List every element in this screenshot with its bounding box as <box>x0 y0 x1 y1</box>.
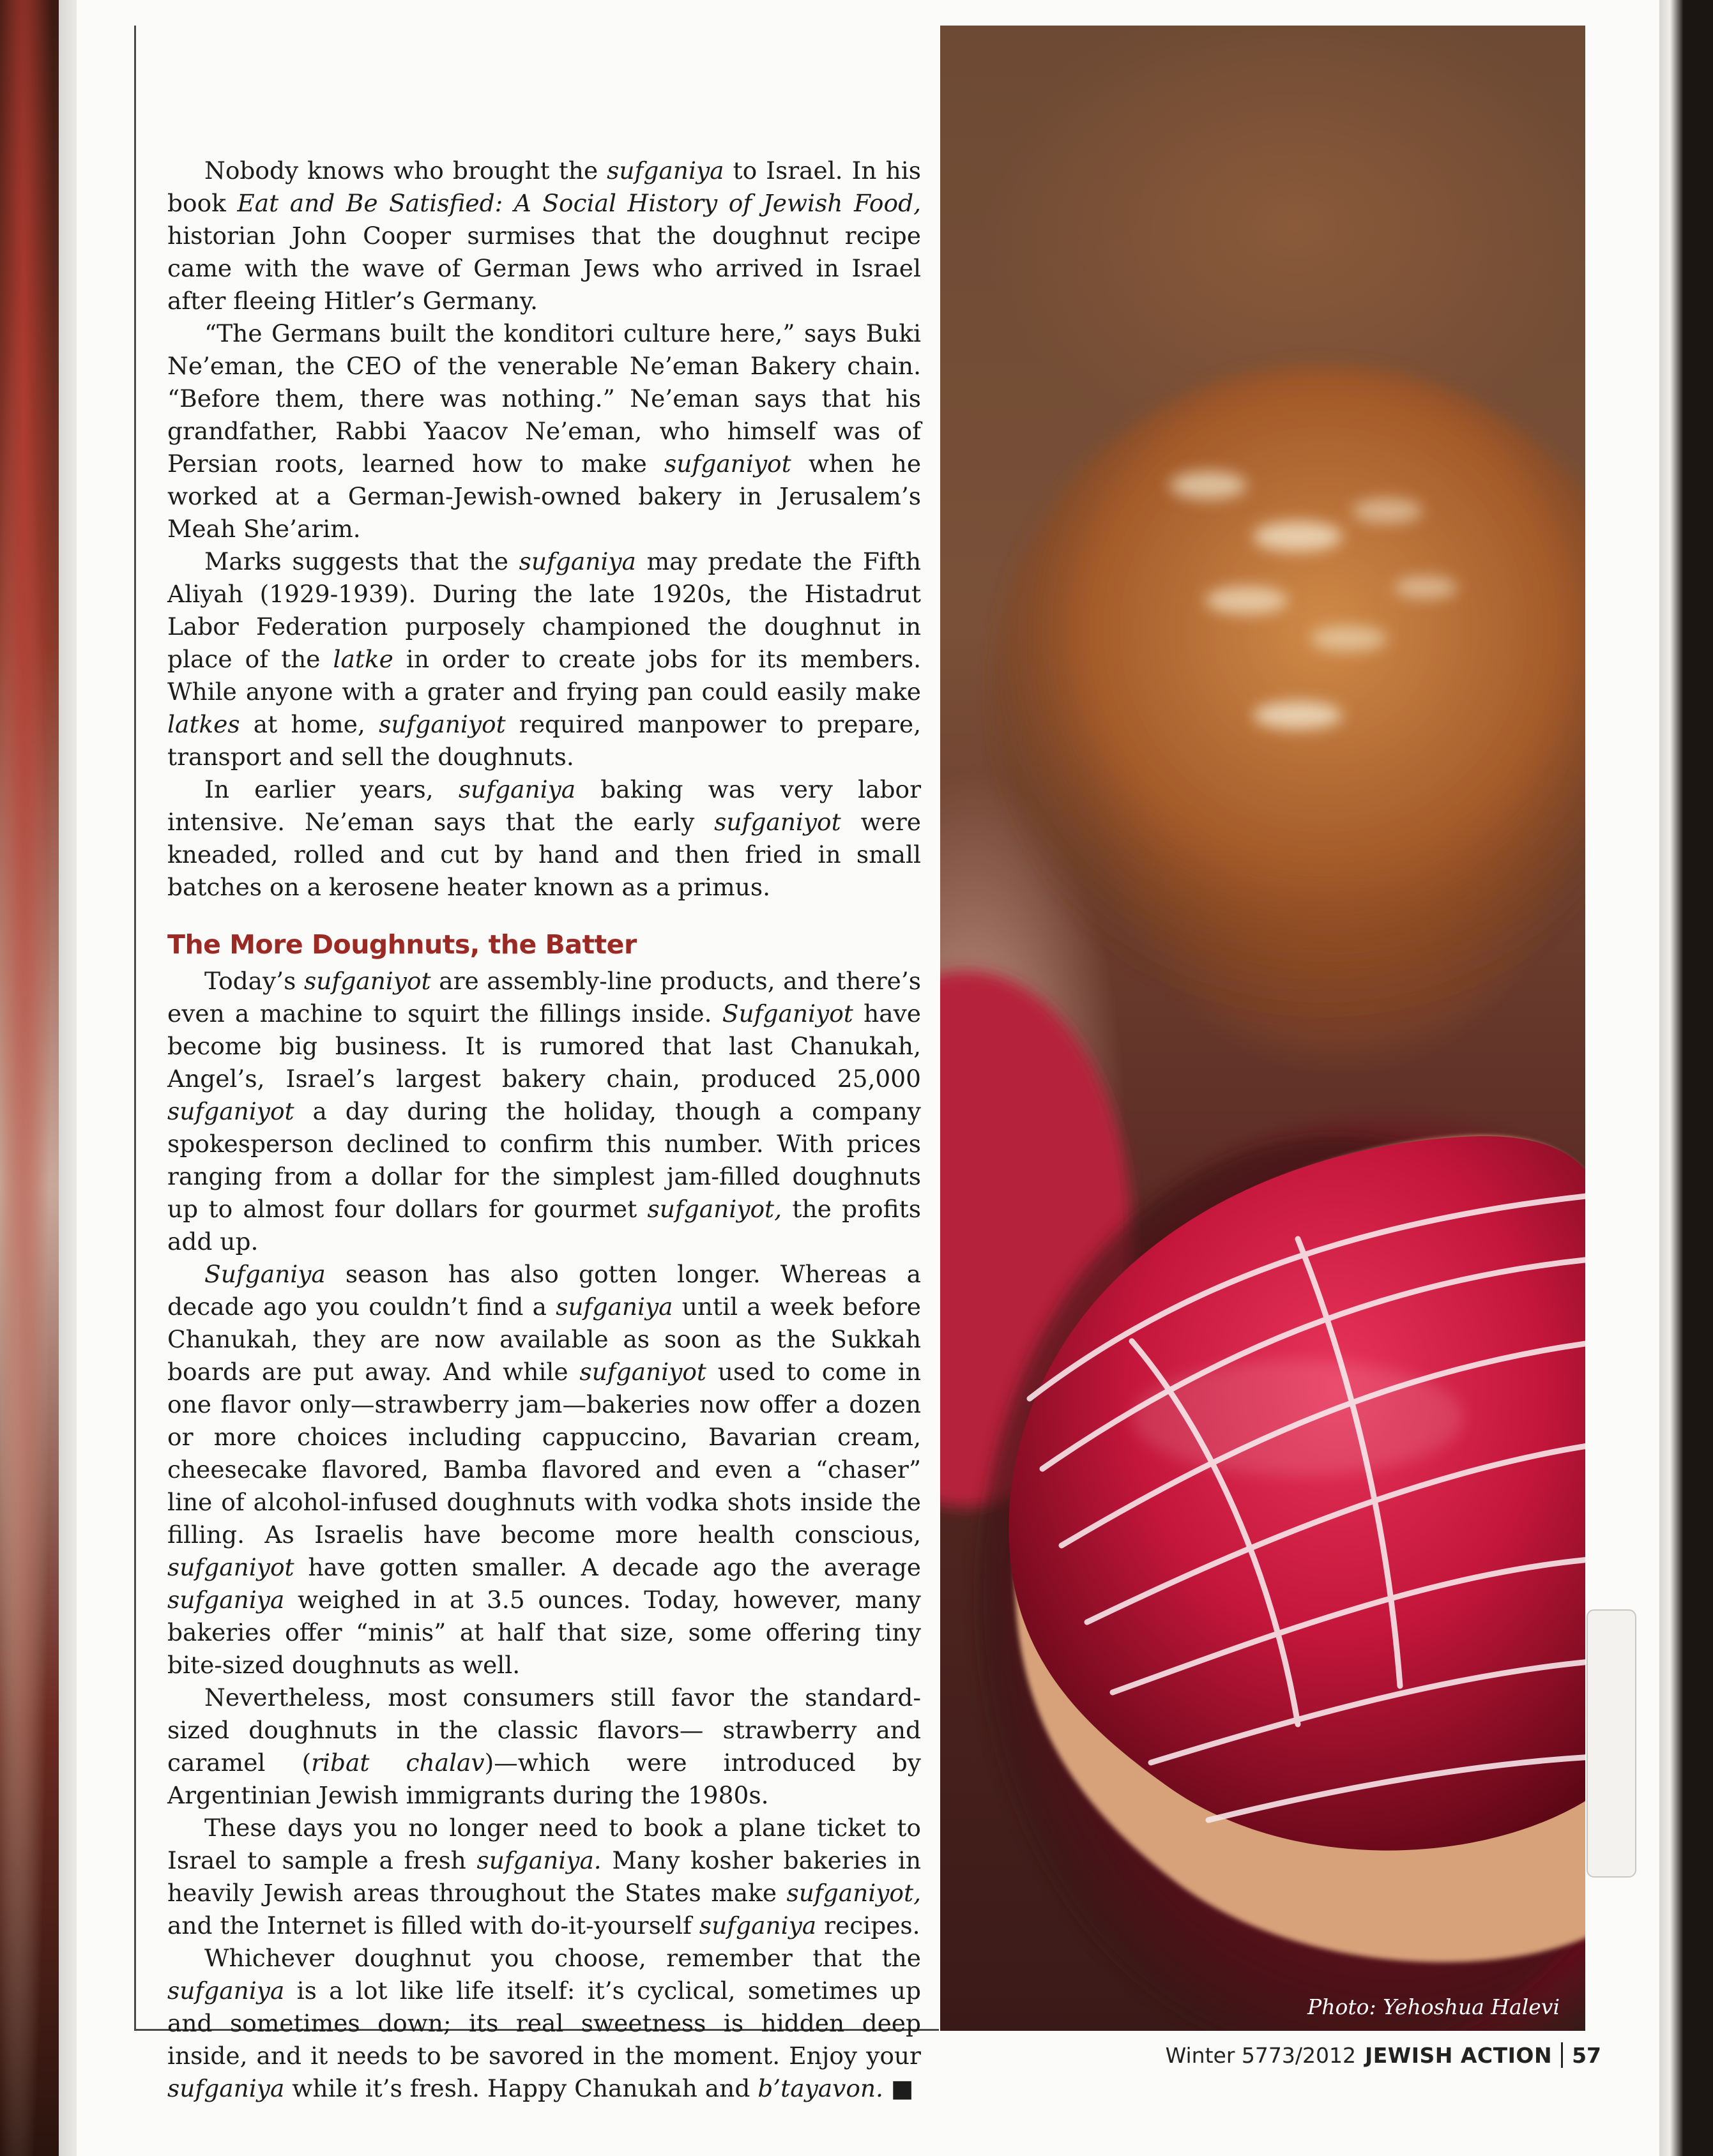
page-footer <box>1166 2042 1601 2068</box>
italic-term: sufganiya <box>167 1977 285 2005</box>
italic-term: latke <box>333 645 393 673</box>
section-heading: The More Doughnuts, the Batter <box>167 929 637 960</box>
italic-term: sufganiyot <box>579 1358 706 1386</box>
italic-term: sufganiyot <box>167 1553 294 1581</box>
paragraph: These days you no longer need to book a plane ticket to Israel to sample a fresh sufganiya. Many kosher bakeries in heavily Jewish areas throughout the States make sufganiyot, and the Internet is filled with do-it-yourself sufganiya recipes. <box>167 1814 921 1940</box>
italic-term: latkes <box>167 710 240 738</box>
italic-term: Eat and Be Satisfied: A Social History of Jewish Food, <box>237 189 921 217</box>
italic-term: sufganiya <box>556 1293 673 1321</box>
italic-term: sufganiya. <box>476 1846 602 1874</box>
italic-term: Sufganiya <box>204 1260 326 1288</box>
issue-date: Winter 5773/2012 <box>1165 2042 1356 2068</box>
italic-term: sufganiyot <box>167 1097 294 1125</box>
doughnut-illustration <box>940 26 1585 2031</box>
adjacent-page-edge <box>0 0 59 2156</box>
italic-term: sufganiya <box>458 775 576 803</box>
italic-term: b’tayavon. <box>758 2074 883 2102</box>
paragraph: Whichever doughnut you choose, remember that the sufganiya is a lot like life itself: it’s cyclical, sometimes up and sometimes down; its real sweetness is hidden deep inside, and it needs to be savored in the moment. Enjoy your sufganiya while it’s fresh. Happy Chanukah and b’tayavon. ■ <box>167 1944 921 2102</box>
paragraph: Today’s sufganiyot are assembly-line products, and there’s even a machine to squirt the fillings inside. Sufganiyot have become big business. It is rumored that last Chanukah, Angel’s, Israel’s largest bakery chain, produced 25,000 sufganiyot a day during the holiday, though a company spokesperson declined to confirm this number. With prices ranging from a dollar for the simplest jam-filled doughnuts up to almost four dollars for gourmet sufganiyot, the profits add up. <box>167 967 921 1256</box>
italic-term: sufganiyot <box>714 808 841 836</box>
page-side-tab <box>1587 1609 1636 1878</box>
magazine-name: JEWISH ACTION <box>1364 2042 1553 2068</box>
photo-credit: Photo: Yehoshua Halevi <box>1307 1994 1560 2019</box>
italic-term: sufganiya <box>167 2074 285 2102</box>
italic-term: sufganiya <box>699 1911 817 1940</box>
page-edge <box>1659 0 1686 2156</box>
paragraph: Sufganiya season has also gotten longer. Whereas a decade ago you couldn’t find a sufganiya until a week before Chanukah, they are now available as soon as the Sukkah boards are put away. And while sufganiyot used to come in one flavor only—strawberry jam—bakeries now offer a dozen or more choices including cappuccino, Bavarian cream, cheesecake flavored, Bamba flavored and even a “chaser” line of alcohol-infused doughnuts with vodka shots inside the filling. As Israelis have become more health conscious, sufganiyot have gotten smaller. A decade ago the average sufganiya weighed in at 3.5 ounces. Today, however, many bakeries offer “minis” at half that size, some offering tiny bite-sized doughnuts as well. <box>167 1260 921 1679</box>
italic-term: Sufganiyot <box>722 999 853 1028</box>
paragraph: In earlier years, sufganiya baking was very labor intensive. Ne’eman says that the early sufganiyot were kneaded, rolled and cut by hand and then fried in small batches on a kerosene heater known as a primus. <box>167 775 921 901</box>
paragraph: Nobody knows who brought the sufganiya to Israel. In his book Eat and Be Satisfied: A Social History of Jewish Food, historian John Cooper surmises that the doughnut recipe came with the wave of German Jews who arrived in Israel after fleeing Hitler’s Germany. <box>167 156 921 315</box>
italic-term: sufganiyot <box>379 710 506 738</box>
glaze-highlight <box>1132 1360 1464 1475</box>
paragraph: Marks suggests that the sufganiya may predate the Fifth Aliyah (1929-1939). During the late 1920s, the Histadrut Labor Federation purposely championed the doughnut in place of the latke in order to create jobs for its members. While anyone with a grater and frying pan could easily make latkes at home, sufganiyot required manpower to prepare, transport and sell the doughnuts. <box>167 547 921 771</box>
italic-term: sufganiyot, <box>786 1879 921 1907</box>
paragraph: “The Germans built the konditori culture here,” says Buki Ne’eman, the CEO of the venerable Ne’eman Bakery chain. “Before them, there was nothing.” Ne’eman says that his grandfather, Rabbi Yaacov Ne’eman, who himself was of Persian roots, learned how to make sufganiyot when he worked at a German-Jewish-owned bakery in Jerusalem’s Meah She’arim. <box>167 319 922 543</box>
footer-divider <box>1561 2042 1563 2068</box>
italic-term: sufganiyot <box>664 450 791 478</box>
italic-term: sufganiya <box>167 1586 285 1614</box>
doughnut-photo <box>940 26 1585 2031</box>
italic-term: ribat chalav <box>311 1749 485 1777</box>
italic-term: sufganiya <box>607 156 724 185</box>
back-doughnut <box>991 364 1585 1028</box>
article-body <box>167 155 921 2105</box>
page-number: 57 <box>1572 2042 1601 2068</box>
article-intro-paragraphs <box>167 155 921 904</box>
italic-term: sufganiyot, <box>647 1195 782 1223</box>
italic-term: sufganiya <box>519 547 636 575</box>
italic-term: sufganiyot <box>304 967 431 995</box>
article-section-paragraphs <box>167 965 921 2105</box>
paragraph: Nevertheless, most consumers still favor the standard-sized doughnuts in the classic flavors— strawberry and caramel (ribat chalav)—which were introduced by Argentinian Jewish immigrants during the 1980s. <box>167 1683 921 1809</box>
